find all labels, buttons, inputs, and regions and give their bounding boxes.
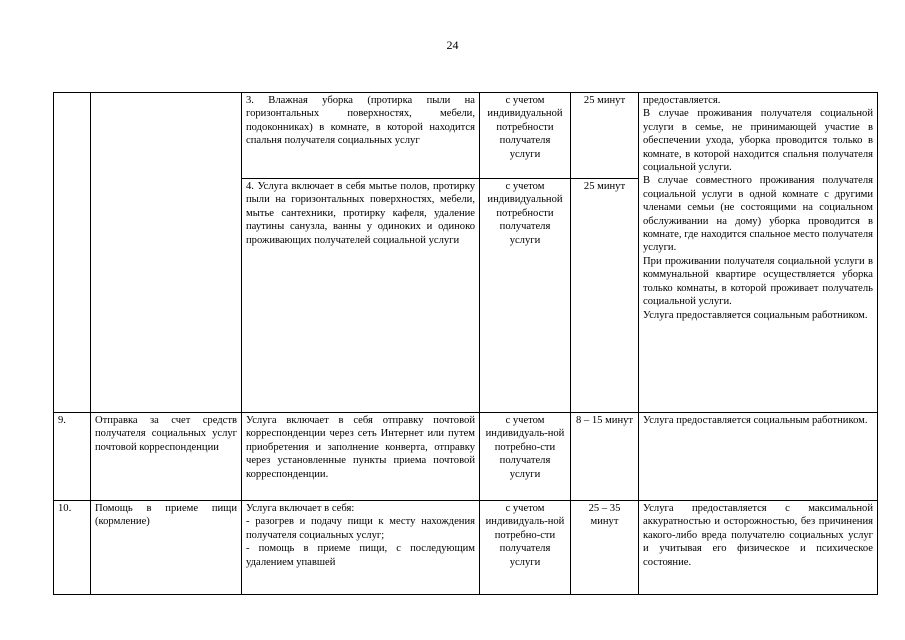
cell-norm-9: с учетом индивидуаль-ной потребно-сти получателя услуги (480, 413, 571, 501)
description-line: - разогрев и подачу пищи к месту нахождения получателя социальных услуг; (246, 516, 475, 541)
cell-time-10: 25 – 35 минут (571, 501, 639, 595)
cell-conditions-10: Услуга предоставляется с максимальной аккуратностью и осторожностью, без причинения какого-либо вреда получателю социальных услуг и учитывая его физическое и психическое состояние. (639, 501, 878, 595)
cell-conditions-cleaning (639, 93, 878, 413)
cell-description-10 (242, 501, 480, 595)
conditions-line: предоставляется. (643, 95, 721, 106)
table-row-10 (54, 501, 878, 595)
conditions-line: Услуга предоставляется социальным работником. (643, 309, 868, 321)
description-line: Услуга включает в себя: (246, 503, 355, 514)
cell-conditions-9: Услуга предоставляется социальным работником. (639, 413, 878, 501)
cell-norm-10: с учетом индивидуаль-ной потребно-сти получателя услуги (480, 501, 571, 595)
cell-description-cleaning-4: 4. Услуга включает в себя мытье полов, протирку пыли на горизонтальных поверхностях, мебели, мытье сантехники, протирку кафеля, удаление паутины санузла, ванны у одиноких и одиноко проживающих получателей социальной услуги (242, 179, 480, 413)
cell-norm-cleaning-4: с учетом индивидуальной потребности получателя услуги (480, 179, 571, 413)
cell-description-cleaning-3: 3. Влажная уборка (протирка пыли на горизонтальных поверхностях, мебели, подоконниках) в комнате, в которой находится спальня получателя социальных услуг (242, 93, 480, 179)
cell-name-9: Отправка за счет средств получателя социальных услуг почтовой корреспонденции (91, 413, 242, 501)
conditions-line: В случае проживания получателя социальной услуги в семье, не принимающей участие в обеспечении ухода, уборка проводится только в комнате, в которой находится спальня получателя социальной услуги. (643, 108, 873, 174)
cell-description-9: Услуга включает в себя отправку почтовой корреспонденции через сеть Интернет или путем приобретения и заполнение конверта, отправку через установленные пункты приема почтовой корреспонденции. (242, 413, 480, 501)
cell-name-empty (91, 93, 242, 413)
cell-time-9: 8 – 15 минут (571, 413, 639, 501)
cell-name-10: Помощь в приеме пищи (кормление) (91, 501, 242, 595)
conditions-line: В случае совместного проживания получателя социальной услуги в одной комнате с другими членами семьи (не состоящими на социальном обслуживании на дому) уборка проводится в комнате, где находится спальное место получателя услуги. (643, 175, 873, 254)
description-line: - помощь в приеме пищи, с последующим удалением упавшей (246, 543, 475, 568)
table-row-9 (54, 413, 878, 501)
cell-time-cleaning-4: 25 минут (571, 179, 639, 413)
conditions-line: При проживании получателя социальной услуги в коммунальной квартире осуществляется уборка только комнаты, в которой проживает получатель социальной услуги. (643, 255, 873, 308)
table-row-cleaning-3 (54, 93, 878, 179)
cell-time-cleaning-3: 25 минут (571, 93, 639, 179)
cell-number-9: 9. (54, 413, 91, 501)
cell-number-empty (54, 93, 91, 413)
services-table (53, 92, 878, 595)
cell-norm-cleaning-3: с учетом индивидуальной потребности получателя услуги (480, 93, 571, 179)
page-number: 24 (446, 38, 459, 52)
cell-number-10: 10. (54, 501, 91, 595)
